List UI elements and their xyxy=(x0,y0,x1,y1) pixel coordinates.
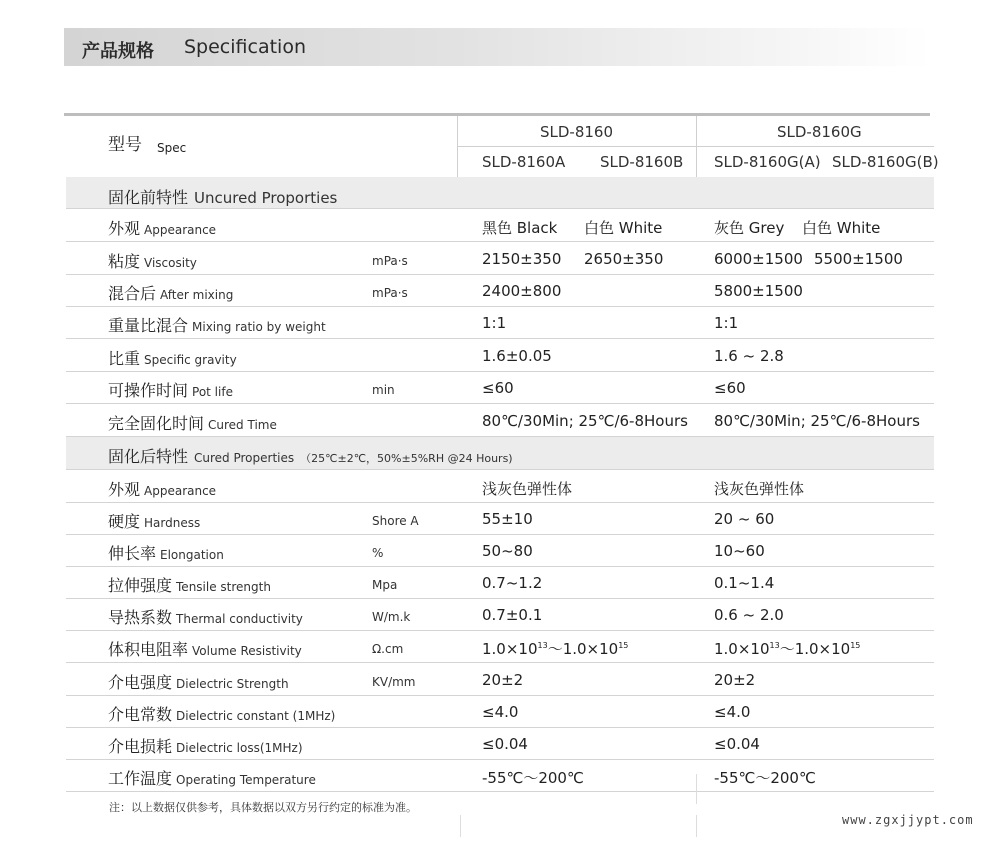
header-divider xyxy=(696,116,697,178)
property-label: 粘度 Viscosity xyxy=(108,252,197,271)
value-cell: -55℃～200℃ xyxy=(482,769,584,787)
value-cell: 2650±350 xyxy=(584,250,664,268)
spec-label-en: Spec xyxy=(157,141,187,155)
unit-cell: W/m.k xyxy=(372,610,411,624)
value-cell: 80℃/30Min; 25℃/6-8Hours xyxy=(482,412,688,430)
section-label-cn: 固化前特性 xyxy=(108,188,189,207)
value-cell: 1:1 xyxy=(482,314,507,332)
value-cell: 6000±1500 xyxy=(714,250,803,268)
value-cell: $1.0\times 10^{13}\sim 1.0\times 10^{15}$ xyxy=(714,640,861,658)
property-label: 硬度 Hardness xyxy=(108,512,201,531)
value-cell: 1:1 xyxy=(714,314,739,332)
header-sub-rule xyxy=(457,146,934,147)
value-cell: 浅灰色弹性体 xyxy=(714,480,805,498)
property-label: 重量比混合 Mixing ratio by weight xyxy=(108,316,326,335)
property-label: 拉伸强度 Tensile strength xyxy=(108,576,271,595)
table-row xyxy=(66,242,934,275)
value-cell: 80℃/30Min; 25℃/6-8Hours xyxy=(714,412,920,430)
table-row xyxy=(66,339,934,372)
value-cell: 1.6±0.05 xyxy=(482,347,552,365)
sub-header: SLD-8160G(A) xyxy=(714,153,821,171)
value-cell: 2150±350 xyxy=(482,250,562,268)
value-cell: 灰色 Grey xyxy=(714,219,785,237)
section-label xyxy=(108,444,513,467)
property-label: 混合后 After mixing xyxy=(108,284,234,303)
property-label: 比重 Specific gravity xyxy=(108,349,237,368)
table-row xyxy=(66,759,934,792)
table-row xyxy=(66,695,934,728)
property-label: 外观 Appearance xyxy=(108,480,217,499)
property-label: 介电强度 Dielectric Strength xyxy=(108,673,289,692)
value-cell: 10~60 xyxy=(714,542,765,560)
value-cell: 20±2 xyxy=(482,671,524,689)
section-label-en: Cured Properties xyxy=(194,451,295,465)
property-label: 体积电阻率 Volume Resistivity xyxy=(108,640,302,659)
value-cell: 黑色 Black xyxy=(482,219,558,237)
value-cell: ≤4.0 xyxy=(714,703,751,721)
section-title-cn: 产品规格 xyxy=(82,41,154,62)
property-label: 伸长率 Elongation xyxy=(108,544,224,563)
section-row-uncured xyxy=(66,177,934,209)
table-row xyxy=(66,306,934,339)
value-cell: ≤0.04 xyxy=(714,735,760,753)
table-row xyxy=(66,470,934,503)
property-label: 工作温度 Operating Temperature xyxy=(108,769,316,788)
property-label: 外观 Appearance xyxy=(108,219,217,238)
group-header-2: SLD-8160G xyxy=(777,123,862,141)
value-cell: ≤0.04 xyxy=(482,735,528,753)
value-cell: 浅灰色弹性体 xyxy=(482,480,573,498)
group-header-1: SLD-8160 xyxy=(540,123,614,141)
section-label xyxy=(108,185,337,208)
table-row xyxy=(66,727,934,760)
property-label: 介电损耗 Dielectric loss(1MHz) xyxy=(108,737,303,756)
sub-header: SLD-8160G(B) xyxy=(832,153,939,171)
unit-cell: KV/mm xyxy=(372,675,416,689)
table-top-rule xyxy=(64,113,930,116)
table-row xyxy=(66,534,934,567)
value-cell: ≤4.0 xyxy=(482,703,519,721)
value-cell: 20 ~ 60 xyxy=(714,510,775,528)
value-cell: 55±10 xyxy=(482,510,533,528)
table-row xyxy=(66,502,934,535)
section-title-en: Specification xyxy=(184,36,306,58)
column-tick xyxy=(460,815,461,837)
table-row xyxy=(66,274,934,307)
section-condition: （25℃±2℃，50%±5%RH @24 Hours) xyxy=(300,452,513,465)
unit-cell: mPa·s xyxy=(372,286,408,300)
table-row xyxy=(66,598,934,631)
value-cell: ≤60 xyxy=(482,379,514,397)
column-tick xyxy=(696,815,697,837)
value-cell: 0.7±0.1 xyxy=(482,606,543,624)
table-row xyxy=(66,663,934,696)
table-row xyxy=(66,209,934,242)
table-row xyxy=(66,371,934,404)
property-label: 导热系数 Thermal conductivity xyxy=(108,608,303,627)
section-row-cured xyxy=(66,437,934,470)
value-cell: 白色 White xyxy=(584,219,663,237)
unit-cell: mPa·s xyxy=(372,254,408,268)
value-cell: 0.6 ~ 2.0 xyxy=(714,606,784,624)
table-row xyxy=(66,630,934,663)
unit-cell: % xyxy=(372,546,384,560)
watermark: www.zgxjjypt.com xyxy=(842,813,974,827)
column-tick xyxy=(696,774,697,804)
property-label: 完全固化时间 Cured Time xyxy=(108,414,277,433)
value-cell: 20±2 xyxy=(714,671,756,689)
sub-header: SLD-8160A xyxy=(482,153,566,171)
unit-cell: min xyxy=(372,383,395,397)
unit-cell: Shore A xyxy=(372,514,419,528)
property-label: 介电常数 Dielectric constant (1MHz) xyxy=(108,705,336,724)
section-banner xyxy=(64,28,930,66)
value-cell: 5800±1500 xyxy=(714,282,803,300)
value-cell: ≤60 xyxy=(714,379,746,397)
property-label: 可操作时间 Pot life xyxy=(108,381,233,400)
value-cell: 0.1~1.4 xyxy=(714,574,775,592)
section-label-cn: 固化后特性 xyxy=(108,447,189,466)
unit-cell: Ω.cm xyxy=(372,642,404,656)
value-cell: $1.0\times 10^{13}\sim 1.0\times 10^{15}$ xyxy=(482,640,629,658)
value-cell: 5500±1500 xyxy=(814,250,903,268)
table-row xyxy=(66,404,934,437)
value-cell: 白色 White xyxy=(802,219,881,237)
table-row xyxy=(66,566,934,599)
section-label-en: Uncured Proporties xyxy=(194,189,338,207)
value-cell: 0.7~1.2 xyxy=(482,574,543,592)
unit-cell: Mpa xyxy=(372,578,398,592)
value-cell: 2400±800 xyxy=(482,282,562,300)
footnote: 注：以上数据仅供参考，具体数据以双方另行约定的标准为准。 xyxy=(109,801,417,814)
header-divider xyxy=(457,116,458,178)
spec-label-cn: 型号 xyxy=(108,135,142,155)
value-cell: 50~80 xyxy=(482,542,533,560)
value-cell: 1.6 ~ 2.8 xyxy=(714,347,784,365)
value-cell: -55℃～200℃ xyxy=(714,769,816,787)
sub-header: SLD-8160B xyxy=(600,153,684,171)
